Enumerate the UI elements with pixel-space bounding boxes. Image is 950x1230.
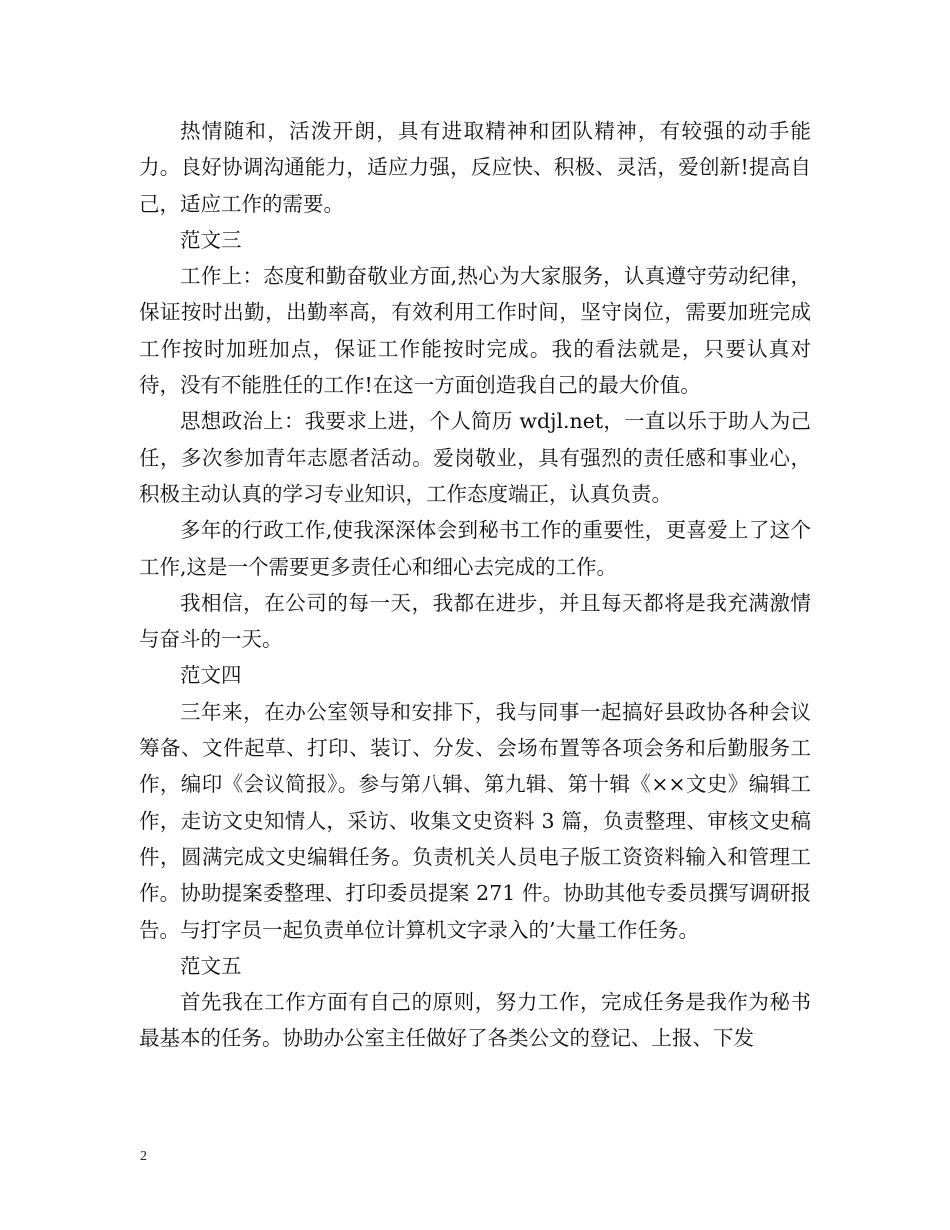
paragraph-work-attitude: 工作上：态度和勤奋敬业方面,热心为大家服务，认真遵守劳动纪律，保证按时出勤，出勤率高，有效利用工作时间，坚守岗位，需要加班完成工作按时加班加点，保证工作能按时完成。我的看法就是，只要认真对待，没有不能胜任的工作!在这一方面创造我自己的最大价值。	[139, 264, 811, 398]
heading-sample-three: 范文三	[180, 227, 242, 252]
paragraph-three-years: 三年来，在办公室领导和安排下，我与同事一起搞好县政协各种会议筹备、文件起草、打印、装订、分发、会场布置等各项会务和后勤服务工作，编印《会议简报》。参与第八辑、第九辑、第十辑《××文史》编辑工作，走访文史知情人，采访、收集文史资料 3 篇，负责整理、审核文史稿件，圆满完成文史编辑任务。负责机关人员电子版工资资料输入和管理工作。协助提案委整理、打印委员提案 271 件。协助其他专委员撰写调研报告。与打字员一起负责单位计算机文字录入的’大量工作任务。	[139, 699, 811, 942]
paragraph-political-thought: 思想政治上：我要求上进，个人简历 wdjl.net，一直以乐于助人为己任，多次参加青年志愿者活动。爱岗敬业，具有强烈的责任感和事业心，积极主动认真的学习专业知识，工作态度端正，认真负责。	[139, 409, 811, 506]
page-number: 2	[140, 1149, 147, 1164]
paragraph-intro-traits: 热情随和，活泼开朗，具有进取精神和团队精神，有较强的动手能力。良好协调沟通能力，适应力强，反应快、积极、灵活，爱创新!提高自己，适应工作的需要。	[139, 119, 811, 216]
document-body	[139, 113, 811, 1057]
heading-sample-four: 范文四	[180, 663, 242, 688]
heading-sample-five: 范文五	[180, 953, 242, 978]
paragraph-principles: 首先我在工作方面有自己的原则，努力工作，完成任务是我作为秘书最基本的任务。协助办公室主任做好了各类公文的登记、上报、下发	[139, 990, 811, 1051]
paragraph-belief: 我相信，在公司的每一天，我都在进步，并且每天都将是我充满激情与奋斗的一天。	[139, 590, 811, 652]
paragraph-admin-experience: 多年的行政工作,使我深深体会到秘书工作的重要性，更喜爱上了这个工作,这是一个需要更多责任心和细心去完成的工作。	[139, 518, 811, 579]
